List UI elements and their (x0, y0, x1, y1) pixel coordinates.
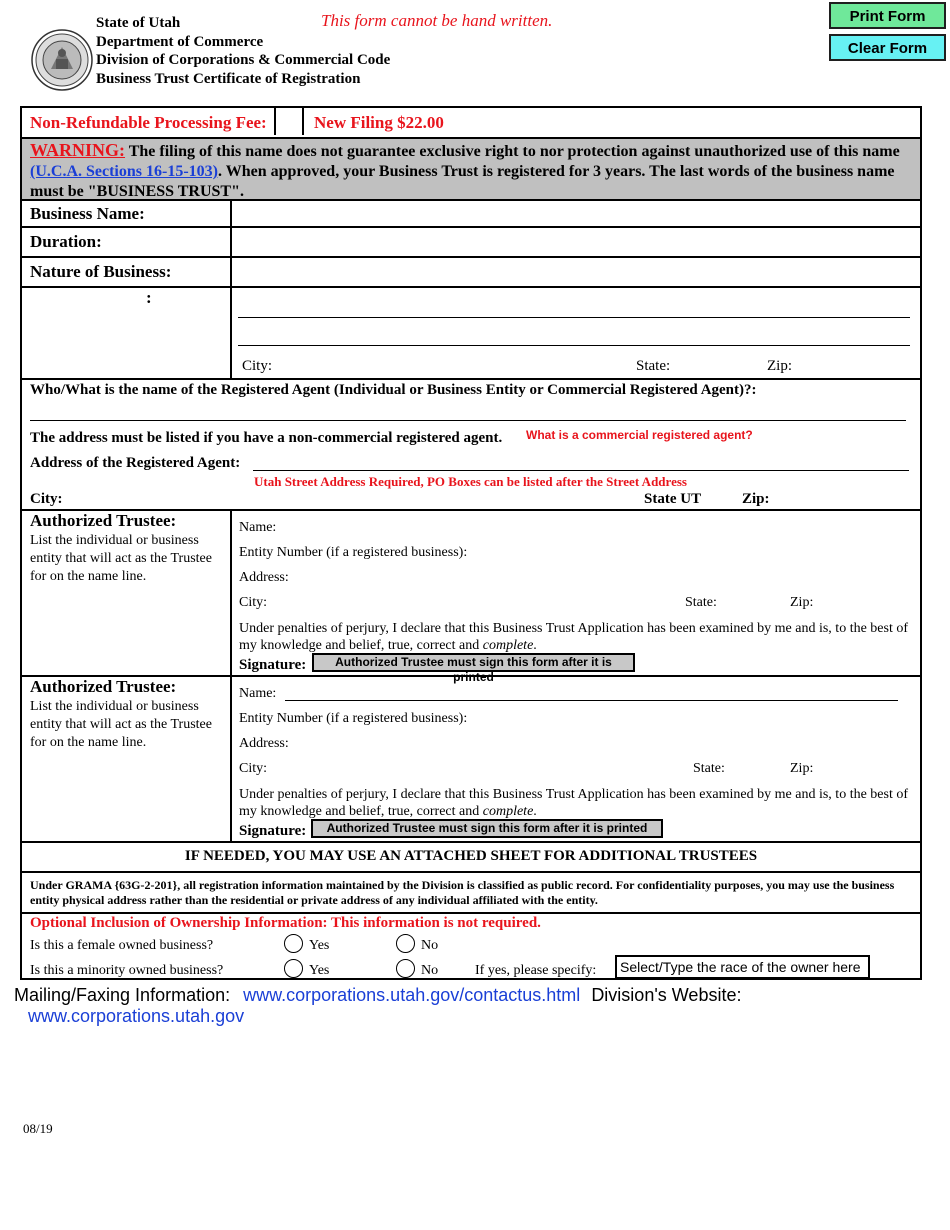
trustee-1-zip-label: Zip: (790, 595, 814, 610)
mailing-label: Mailing/Faxing Information: (14, 985, 231, 1005)
minority-yes-label: Yes (309, 963, 330, 978)
trustee-2-entity-label: Entity Number (if a registered business): (239, 711, 468, 726)
perjury-end: . (533, 804, 537, 819)
hand-written-notice: This form cannot be hand written. (321, 11, 553, 30)
state-label: State: (636, 358, 671, 374)
agent-name-line[interactable] (30, 420, 906, 421)
street-address-note: Utah Street Address Required, PO Boxes can be listed after the Street Address (254, 474, 687, 489)
warning-text (30, 140, 914, 202)
agent-zip-label: Zip: (742, 491, 770, 507)
warning-band (22, 137, 920, 201)
agent-question: Who/What is the name of the Registered Agent (Individual or Business Entity or Commercial Registered Agent)?: (30, 382, 757, 398)
trustee-2-name-input[interactable] (285, 700, 898, 701)
trustee-1-state-label: State: (685, 595, 717, 610)
zip-label: Zip: (767, 358, 792, 374)
female-no-radio[interactable] (396, 934, 415, 953)
trustee-1-address-label: Address: (239, 570, 289, 585)
address-label: : (146, 288, 152, 307)
registration-form (20, 106, 922, 980)
print-form-button[interactable]: Print Form (829, 2, 946, 29)
trustee-2-zip-label: Zip: (790, 761, 814, 776)
minority-owned-question: Is this a minority owned business? (30, 963, 224, 978)
perjury-emphasis: complete (482, 638, 534, 653)
perjury-text: Under penalties of perjury, I declare that this Business Trust Application has been examined by me and is, to the best of my knowledge and belief, true, correct and (239, 787, 909, 819)
agent-city-label: City: (30, 491, 63, 507)
warning-body: The filing of this name does not guarantee exclusive right to nor protection against unauthorized use of this name (125, 143, 900, 160)
clear-form-button[interactable]: Clear Form (829, 34, 946, 61)
nature-label: Nature of Business: (30, 262, 172, 281)
duration-label: Duration: (30, 232, 102, 251)
header-line: Division of Corporations & Commercial Code (96, 52, 391, 68)
trustee-2-address-label: Address: (239, 736, 289, 751)
perjury-emphasis: complete (482, 804, 534, 819)
address-line-1[interactable] (238, 317, 910, 318)
duration-input[interactable] (232, 228, 922, 256)
business-name-label: Business Name: (30, 204, 145, 223)
trustee-2-city-label: City: (239, 761, 268, 776)
new-filing-fee: New Filing $22.00 (314, 113, 444, 132)
ownership-title: Optional Inclusion of Ownership Information: This information is not required. (30, 915, 541, 931)
female-yes-radio[interactable] (284, 934, 303, 953)
minority-yes-radio[interactable] (284, 959, 303, 978)
trustee-1-city-label: City: (239, 595, 268, 610)
attached-sheet-note: IF NEEDED, YOU MAY USE AN ATTACHED SHEET FOR ADDITIONAL TRUSTEES (184, 848, 758, 864)
form-version: 08/19 (23, 1121, 53, 1136)
header-line: State of Utah (96, 15, 181, 31)
contact-us-link[interactable]: www.corporations.utah.gov/contactus.html (243, 985, 581, 1005)
agent-state-label: State UT (644, 491, 702, 507)
agent-address-note: The address must be listed if you have a non-commercial registered agent. (30, 430, 503, 446)
trustee-1-entity-label: Entity Number (if a registered business): (239, 545, 468, 560)
city-label: City: (242, 358, 273, 374)
header-line: Department of Commerce (96, 33, 264, 50)
agent-address-input[interactable] (253, 470, 909, 471)
website-label: Division's Website: (591, 985, 742, 1005)
commercial-agent-link[interactable]: What is a commercial registered agent? (526, 428, 753, 442)
trustee-2-desc: List the individual or business entity that will act as the Trustee for on the name line. (30, 699, 212, 750)
business-name-input[interactable] (232, 201, 922, 226)
trustee-1-title: Authorized Trustee: (30, 511, 177, 530)
female-yes-label: Yes (309, 938, 330, 953)
new-filing-checkbox[interactable] (274, 108, 304, 135)
agent-address-label: Address of the Registered Agent: (30, 455, 241, 471)
form-title: Business Trust Certificate of Registration (96, 70, 361, 87)
trustee-2-perjury (239, 786, 915, 820)
fee-label: Non-Refundable Processing Fee: (30, 113, 267, 132)
female-owned-question: Is this a female owned business? (30, 938, 214, 953)
address-line-2[interactable] (238, 345, 910, 346)
perjury-end: . (533, 638, 537, 653)
trustee-2-signature-label: Signature: (239, 823, 307, 839)
state-seal-icon (31, 29, 93, 91)
trustee-2-state-label: State: (693, 761, 725, 776)
trustee-1-perjury (239, 620, 915, 654)
website-link[interactable]: www.corporations.utah.gov (28, 1006, 245, 1026)
warning-title: WARNING: (30, 140, 126, 160)
warning-body-end: . When approved, your Business Trust is registered for 3 years. The last words of the business name must be "BUSINESS TRUST". (30, 163, 895, 200)
specify-label: If yes, please specify: (475, 963, 597, 978)
grama-notice: Under GRAMA {63G-2-201}, all registration information maintained by the Division is classified as public record. For confidentiality purposes, you may use the business entity physical address rather than the residential or private address of any individual affiliated with the entity. (30, 878, 895, 907)
trustee-2-title: Authorized Trustee: (30, 677, 177, 696)
uca-sections-link[interactable]: (U.C.A. Sections 16-15-103) (30, 163, 218, 180)
trustee-2-name-label: Name: (239, 686, 277, 701)
trustee-2-signature-field[interactable]: Authorized Trustee must sign this form after it is printed (311, 819, 663, 838)
nature-input[interactable] (232, 258, 922, 286)
race-select[interactable]: Select/Type the race of the owner here (615, 955, 870, 979)
trustee-1-signature-label: Signature: (239, 657, 307, 673)
female-no-label: No (421, 938, 439, 953)
perjury-text: Under penalties of perjury, I declare that this Business Trust Application has been examined by me and is, to the best of my knowledge and belief, true, correct and (239, 621, 909, 653)
trustee-1-name-label: Name: (239, 520, 277, 535)
trustee-1-desc: List the individual or business entity that will act as the Trustee for on the name line. (30, 533, 212, 584)
footer-links (14, 985, 950, 1027)
trustee-1-signature-field[interactable]: Authorized Trustee must sign this form after it is printed (312, 653, 635, 672)
minority-no-label: No (421, 963, 439, 978)
minority-no-radio[interactable] (396, 959, 415, 978)
